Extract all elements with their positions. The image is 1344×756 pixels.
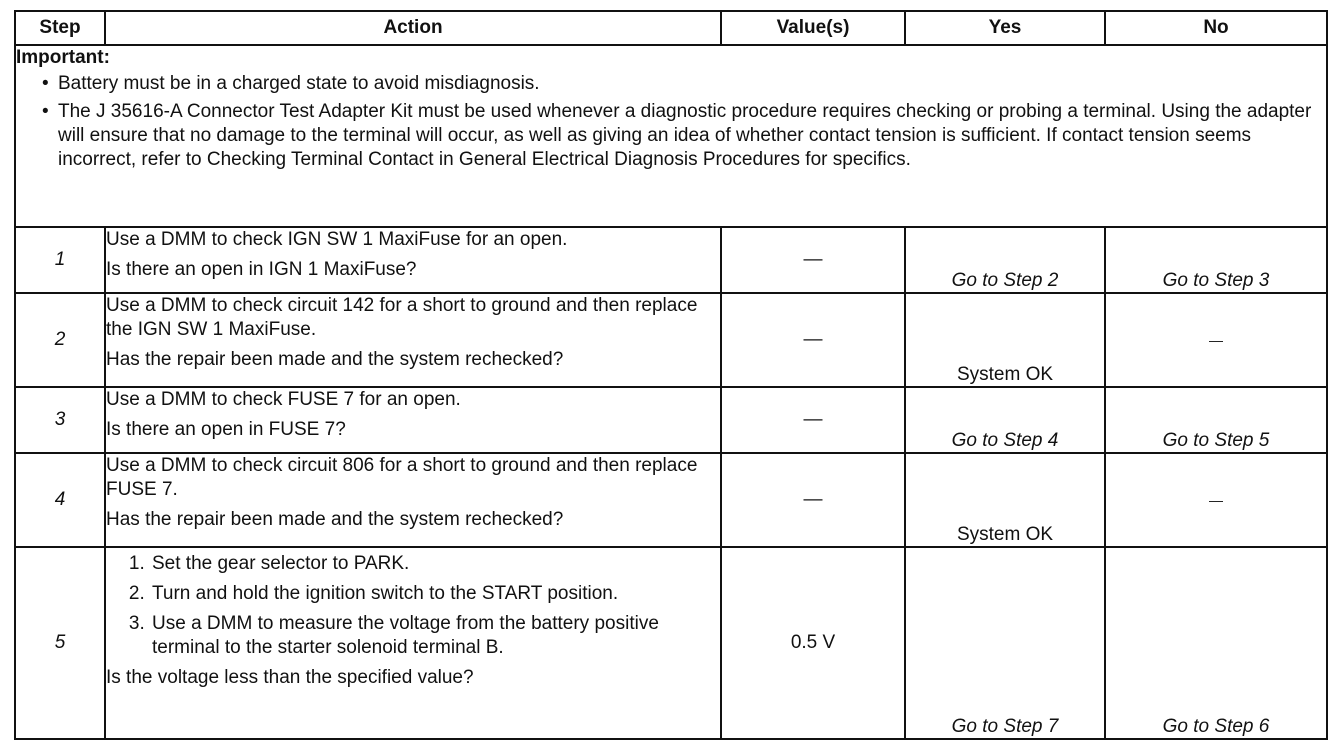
no-result	[1105, 293, 1327, 387]
substep-item: 1. Set the gear selector to PARK.	[150, 552, 720, 576]
important-list	[16, 72, 1326, 172]
header-action: Action	[105, 11, 721, 45]
yes-result: System OK	[905, 453, 1105, 547]
no-text: —	[1209, 492, 1223, 508]
value-text: —	[803, 409, 823, 430]
substep-item: 3. Use a DMM to measure the voltage from the battery positive terminal to the starter solenoid terminal B.	[150, 612, 720, 660]
important-note	[15, 45, 1327, 227]
step-action	[105, 387, 721, 453]
action-text: Use a DMM to check circuit 142 for a short to ground and then replace the IGN SW 1 MaxiFuse.	[106, 295, 698, 340]
table-row	[15, 453, 1327, 547]
action-question: Is the voltage less than the specified value?	[106, 667, 474, 688]
action-text: Use a DMM to check IGN SW 1 MaxiFuse for an open.	[106, 229, 568, 250]
action-question: Has the repair been made and the system rechecked?	[106, 349, 564, 370]
action-question: Has the repair been made and the system rechecked?	[106, 509, 564, 530]
header-yes: Yes	[905, 11, 1105, 45]
step-value	[721, 453, 905, 547]
header-values: Value(s)	[721, 11, 905, 45]
substep-item: 2. Turn and hold the ignition switch to the START position.	[150, 582, 720, 606]
no-result: Go to Step 3	[1105, 227, 1327, 293]
step-action	[105, 547, 721, 739]
step-number: 5	[15, 547, 105, 739]
no-result: Go to Step 5	[1105, 387, 1327, 453]
step-action	[105, 453, 721, 547]
value-text: —	[803, 329, 823, 350]
step-value: 0.5 V	[721, 547, 905, 739]
value-text: —	[803, 249, 823, 270]
table-row	[15, 547, 1327, 739]
diagnostic-table	[14, 10, 1328, 740]
yes-result: Go to Step 2	[905, 227, 1105, 293]
header-step: Step	[15, 11, 105, 45]
table-row	[15, 387, 1327, 453]
no-result	[1105, 453, 1327, 547]
value-text: —	[803, 489, 823, 510]
step-value	[721, 387, 905, 453]
action-question: Is there an open in FUSE 7?	[106, 419, 346, 440]
step-value	[721, 227, 905, 293]
action-text: Use a DMM to check circuit 806 for a short to ground and then replace FUSE 7.	[106, 455, 698, 500]
action-question: Is there an open in IGN 1 MaxiFuse?	[106, 259, 417, 280]
yes-result: Go to Step 7	[905, 547, 1105, 739]
step-number: 1	[15, 227, 105, 293]
important-title: Important:	[16, 47, 110, 68]
header-no: No	[1105, 11, 1327, 45]
important-row	[15, 45, 1327, 227]
action-text: Use a DMM to check FUSE 7 for an open.	[106, 389, 461, 410]
header-row	[15, 11, 1327, 45]
yes-result: System OK	[905, 293, 1105, 387]
no-result: Go to Step 6	[1105, 547, 1327, 739]
important-item: • The J 35616-A Connector Test Adapter Kit must be used whenever a diagnostic procedure requires checking or probing a terminal. Using the adapter will ensure that no damage to the terminal will occur, as well as giving an idea of whether contact tension is sufficient. If contact tension seems incorrect, refer to Checking Terminal Contact in General Electrical Diagnosis Procedures for specifics.	[58, 100, 1326, 172]
no-text: —	[1209, 332, 1223, 348]
step-action	[105, 293, 721, 387]
step-action	[105, 227, 721, 293]
table-row	[15, 293, 1327, 387]
step-value	[721, 293, 905, 387]
important-item: • Battery must be in a charged state to avoid misdiagnosis.	[58, 72, 1326, 96]
step-number: 2	[15, 293, 105, 387]
substep-list	[106, 552, 720, 660]
yes-result: Go to Step 4	[905, 387, 1105, 453]
step-number: 3	[15, 387, 105, 453]
step-number: 4	[15, 453, 105, 547]
table-row	[15, 227, 1327, 293]
